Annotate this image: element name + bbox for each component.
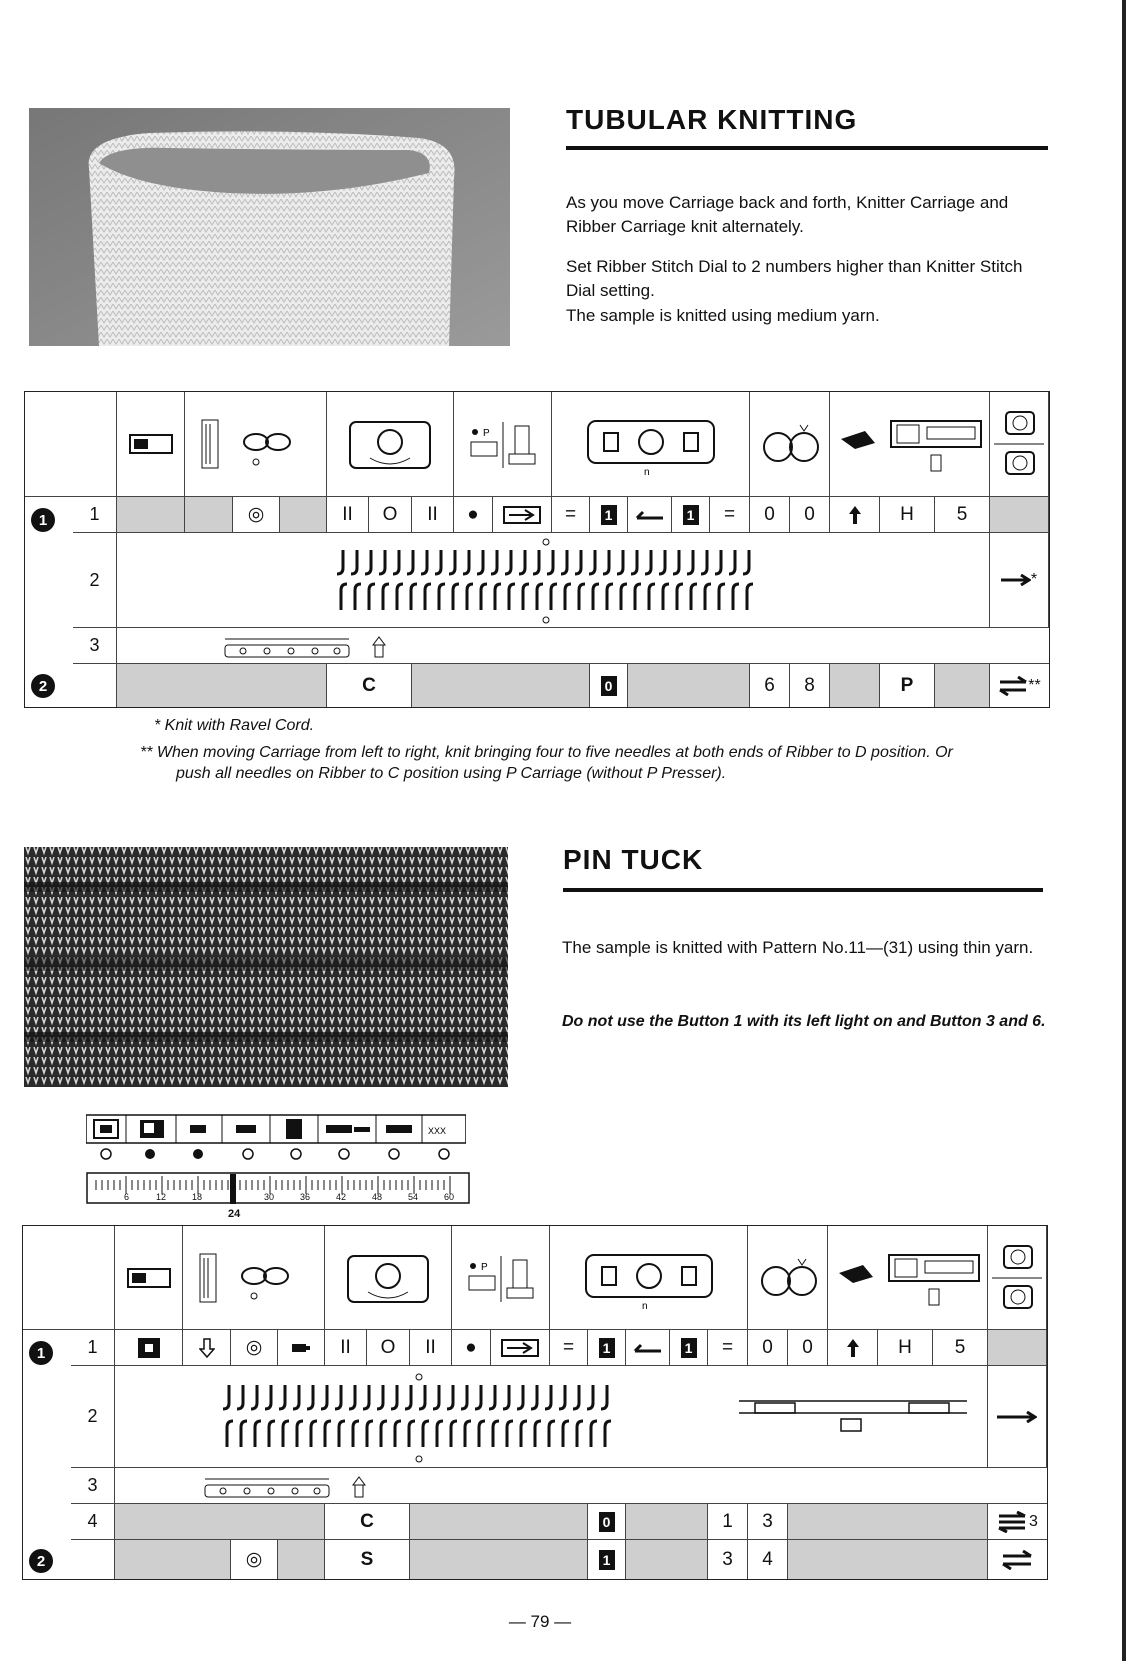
row1-number: 1	[73, 497, 117, 533]
row1-arrow-box-icon	[493, 497, 552, 533]
pt-rowB-shade-b	[278, 1540, 325, 1579]
pt-header-presser-icon	[452, 1226, 550, 1330]
row1-v4: II	[412, 497, 454, 533]
pt-rowB-v5: 4	[748, 1540, 788, 1579]
pt-row2-number: 2	[71, 1366, 115, 1468]
scale-label-48: 48	[372, 1192, 383, 1202]
pt-row1-up-arrow-icon	[828, 1330, 878, 1366]
svg-text:P: P	[482, 428, 490, 439]
scale-label-12: 12	[156, 1192, 167, 1202]
pt-header-blank	[23, 1226, 115, 1330]
pintuck-para2: Do not use the Button 1 with its left light on and Button 3 and 6.	[562, 1013, 1046, 1030]
part-one-badge: 1	[31, 508, 55, 532]
row1-v7: =	[710, 497, 750, 533]
scale-label-36: 36	[300, 1192, 311, 1202]
right-arrow-icon	[1001, 574, 1031, 586]
pt-part-two-badge: 2	[29, 1549, 53, 1573]
rowB-v1: C	[327, 664, 412, 707]
part-two-badge: 2	[31, 674, 55, 698]
tubular-para2a: Set Ribber Stitch Dial to 2 numbers higher than Knitter Stitch Dial setting.	[566, 257, 1023, 300]
pt-row1-arrow-box-icon	[491, 1330, 550, 1366]
pt-rowB-shade-c	[410, 1540, 588, 1579]
tubular-note2: ** When moving Carriage from left to right, knit bringing four to five needles at both ends of Ribber to D position. Or push all needles on Ribber to C position using P Carriage (without P Presser).	[140, 744, 953, 782]
pt-row1-arrow-left-icon	[626, 1330, 670, 1366]
button-panel-icon	[86, 1111, 466, 1161]
row1-box2-icon: 1	[683, 505, 699, 525]
row2-needle-diagram	[117, 533, 990, 628]
rowB-direction	[990, 664, 1049, 707]
pt-rowB-shade-e	[788, 1540, 988, 1579]
pintuck-para1: The sample is knitted with Pattern No.11—(31) using thin yarn.	[562, 938, 1034, 957]
rowB-shade-e	[935, 664, 990, 707]
pt-row4-shade-b	[410, 1504, 588, 1540]
row1-v6: =	[552, 497, 590, 533]
pt-row1-box1-icon: 1	[599, 1338, 615, 1358]
header-stitch-icon	[185, 392, 327, 497]
pt-row1-box1	[588, 1330, 626, 1366]
rowB-asterisks: **	[1028, 676, 1041, 694]
header-blank	[25, 392, 117, 497]
pt-header-selector-icon	[115, 1226, 183, 1330]
rowB-v5: P	[880, 664, 935, 707]
row1-arrow-left-icon	[628, 497, 672, 533]
row1-box1-icon: 1	[601, 505, 617, 525]
rowB-shade-d	[830, 664, 880, 707]
rowB-box0	[590, 664, 628, 707]
back-forth-arrows-icon	[998, 676, 1028, 696]
header-selector-icon	[117, 392, 185, 497]
pt-row4-mark: 3	[1029, 1512, 1038, 1530]
row1-shade-d	[990, 497, 1049, 533]
pt-row1-v7: =	[708, 1330, 748, 1366]
pt-header-lever-icon	[828, 1226, 988, 1330]
pt-part-one-badge: 1	[29, 1341, 53, 1365]
pt-rowB-v2: S	[325, 1540, 410, 1579]
page-edge	[1122, 0, 1126, 1661]
pintuck-sample-photo	[24, 847, 508, 1087]
row1-shade-c	[280, 497, 327, 533]
page-number: — 79 —	[508, 1612, 572, 1631]
pt-row3-number: 3	[71, 1468, 115, 1504]
header-carriage-icon	[552, 392, 750, 497]
svg-text:P: P	[480, 1261, 488, 1273]
pt-rowB-shade-d	[626, 1540, 708, 1579]
tubular-sample-photo	[29, 108, 510, 346]
comb-weight-icon	[215, 631, 415, 661]
pt-row1-cup-icon	[278, 1330, 325, 1366]
row1-v9: 0	[790, 497, 830, 533]
pt-row4-direction	[988, 1504, 1047, 1540]
pt-rowB-box1	[588, 1540, 626, 1579]
pt-rowB-back-forth-icon	[1001, 1550, 1035, 1570]
rowB-blank	[73, 664, 117, 707]
pintuck-knit-image	[24, 847, 508, 1087]
scale-label-18: 18	[192, 1192, 203, 1202]
pt-row1-down-arrow	[183, 1330, 231, 1366]
scale-labels	[86, 1192, 470, 1204]
row1-v1: ◎	[233, 497, 280, 533]
rowB-v4: 8	[790, 664, 830, 707]
header-direction-icon	[990, 392, 1049, 497]
pt-header-stitch-icon	[183, 1226, 325, 1330]
pt-row3-content	[115, 1468, 1047, 1504]
row1-v2: II	[327, 497, 369, 533]
row1-v8: 0	[750, 497, 790, 533]
row1-v3: O	[369, 497, 412, 533]
header-tension-icon	[327, 392, 454, 497]
svg-text:n: n	[641, 1300, 648, 1312]
pt-row1-v11: 5	[933, 1330, 988, 1366]
pt-row1-number: 1	[71, 1330, 115, 1366]
row3-number: 3	[73, 628, 117, 664]
pt-row4-shade-a	[115, 1504, 325, 1540]
pt-right-arrow-icon	[997, 1411, 1037, 1423]
pt-row1-v10: H	[878, 1330, 933, 1366]
pt-row1-v6: =	[550, 1330, 588, 1366]
tubular-para2b: The sample is knitted using medium yarn.	[566, 306, 880, 325]
rowB-box0-icon: 0	[601, 676, 617, 696]
pt-row2-needle-diagram	[115, 1366, 988, 1468]
needle-scale	[86, 1172, 470, 1226]
row2-direction	[990, 533, 1049, 628]
needle-arrangement-icon	[333, 536, 773, 624]
black-square-icon	[137, 1337, 161, 1359]
pt-header-carriage-icon	[550, 1226, 748, 1330]
row2-number: 2	[73, 533, 117, 628]
pt-row1-v2: II	[325, 1330, 367, 1366]
row1-shade-a	[117, 497, 185, 533]
header-presser-icon	[454, 392, 552, 497]
pt-row1-v1: ◎	[231, 1330, 278, 1366]
pt-comb-weight-icon	[195, 1471, 395, 1501]
rowB-shade-c	[628, 664, 750, 707]
knit-tube-image	[29, 108, 510, 346]
pt-rowB-box1-icon: 1	[599, 1550, 615, 1570]
scale-mark-24: 24	[228, 1208, 241, 1220]
pt-row1-v4: II	[410, 1330, 452, 1366]
pintuck-title-rule	[563, 888, 1043, 892]
pt-row4-box0-icon: 0	[599, 1512, 615, 1532]
pt-row4-v3: 1	[708, 1504, 748, 1540]
rowB-shade-b	[412, 664, 590, 707]
pt-row1-box2	[670, 1330, 708, 1366]
tubular-title: TUBULAR KNITTING	[566, 104, 858, 135]
tubular-note1: * Knit with Ravel Cord.	[154, 717, 315, 734]
pt-header-direction-icon	[988, 1226, 1047, 1330]
tubular-title-rule	[566, 146, 1048, 150]
tubular-para1: As you move Carriage back and forth, Knitter Carriage and Ribber Carriage knit alternately.	[566, 193, 1009, 236]
pt-row4-arrows-icon	[997, 1511, 1029, 1533]
scale-label-54: 54	[408, 1192, 419, 1202]
pt-row1-black-box	[115, 1330, 183, 1366]
header-lever-icon	[830, 392, 990, 497]
pt-row4-shade-d	[788, 1504, 988, 1540]
pt-rowB-v1: ◎	[231, 1540, 278, 1579]
pt-rowB-v4: 3	[708, 1540, 748, 1579]
scale-label-60: 60	[444, 1192, 455, 1202]
rowB-shade-a	[117, 664, 327, 707]
pintuck-setting-table	[22, 1225, 1048, 1580]
pt-row4-box0	[588, 1504, 626, 1540]
pt-row2-direction	[988, 1366, 1047, 1468]
svg-text:XXX: XXX	[428, 1126, 447, 1136]
pt-header-tension-icon	[325, 1226, 452, 1330]
pintuck-title: PIN TUCK	[563, 844, 704, 875]
pt-row4-shade-c	[626, 1504, 708, 1540]
rowB-v3: 6	[750, 664, 790, 707]
row1-box1	[590, 497, 628, 533]
header-knob-icon	[750, 392, 830, 497]
pt-row1-v5: ●	[452, 1330, 491, 1366]
svg-text:n: n	[643, 467, 650, 478]
down-arrow-icon	[199, 1338, 215, 1358]
pt-row4-number: 4	[71, 1504, 115, 1540]
pt-header-knob-icon	[748, 1226, 828, 1330]
pt-row1-v8: 0	[748, 1330, 788, 1366]
pt-row1-v9: 0	[788, 1330, 828, 1366]
row1-shade-b	[185, 497, 233, 533]
row1-up-arrow-icon	[830, 497, 880, 533]
tubular-setting-table	[24, 391, 1050, 708]
pt-rowB-direction	[988, 1540, 1047, 1579]
row1-v10: H	[880, 497, 935, 533]
row3-content	[117, 628, 1049, 664]
pt-row4-v4: 3	[748, 1504, 788, 1540]
pt-needle-arrangement-icon	[219, 1369, 987, 1465]
pt-row1-shade	[988, 1330, 1047, 1366]
scale-label-42: 42	[336, 1192, 347, 1202]
pt-row1-v3: O	[367, 1330, 410, 1366]
pt-rowB-shade-a	[115, 1540, 231, 1579]
row2-asterisk: *	[1030, 571, 1038, 588]
row1-box2	[672, 497, 710, 533]
scale-label-6: 6	[124, 1192, 130, 1202]
pt-row1-box2-icon: 1	[681, 1338, 697, 1358]
scale-label-30: 30	[264, 1192, 275, 1202]
button-panel	[86, 1111, 466, 1161]
pt-rowB-blank	[71, 1540, 115, 1579]
row1-v11: 5	[935, 497, 990, 533]
pt-row4-v1: C	[325, 1504, 410, 1540]
row1-v5: ●	[454, 497, 493, 533]
